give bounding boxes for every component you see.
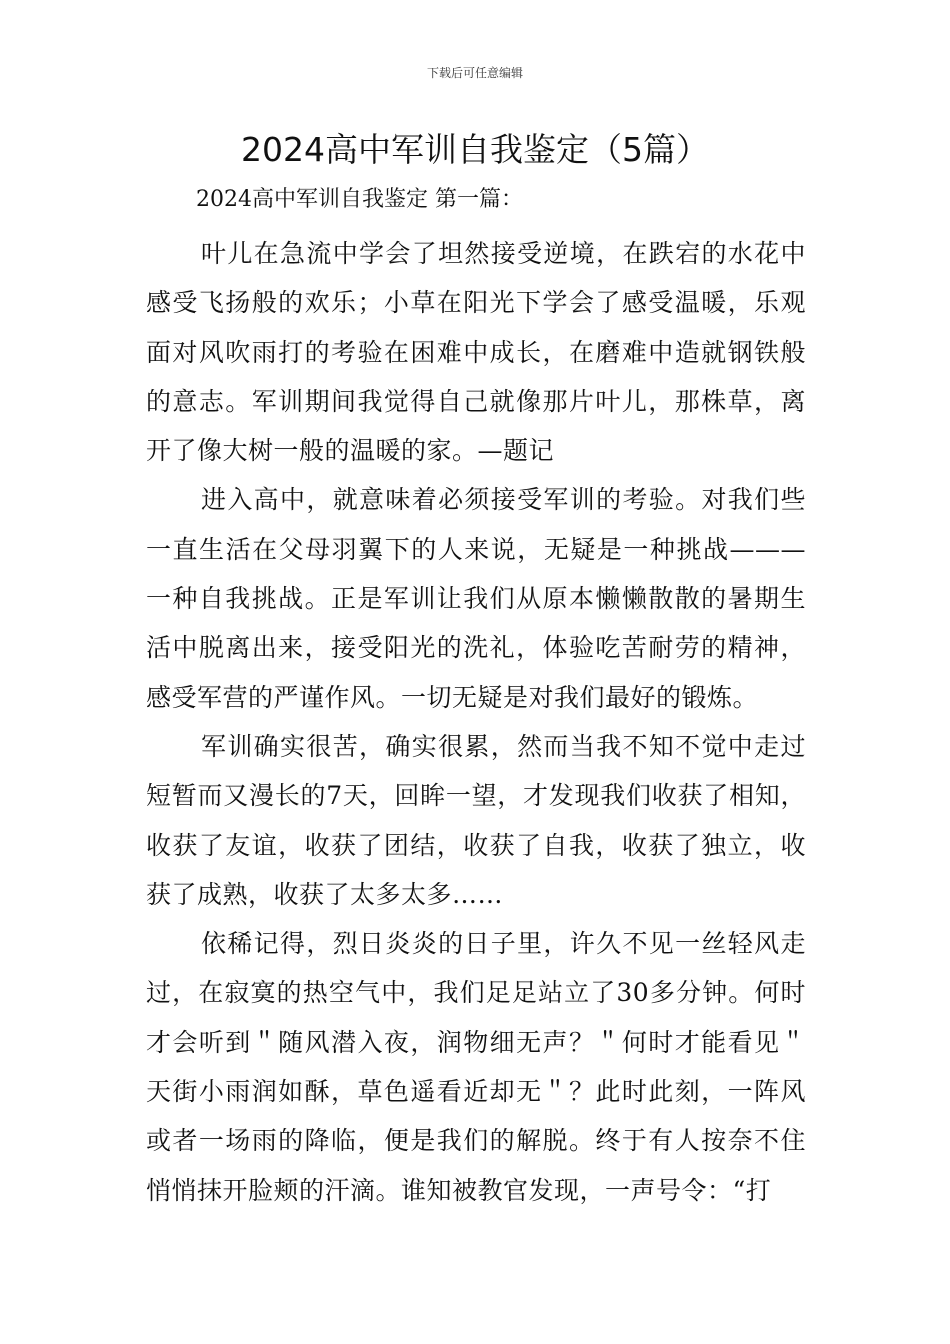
document-title: 2024高中军训自我鉴定（5篇） xyxy=(241,130,709,169)
paragraph-2: 进入高中，就意味着必须接受军训的考验。对我们些一直生活在父母羽翼下的人来说，无疑是一种挑战———一种自我挑战。正是军训让我们从原本懒懒散散的暑期生活中脱离出来，接受阳光的洗礼，体验吃苦耐劳的精神，感受军营的严谨作风。一切无疑是对我们最好的锻炼。 xyxy=(146,485,806,712)
paragraph-4: 依稀记得，烈日炎炎的日子里，许久不见一丝轻风走过，在寂寞的热空气中，我们足足站立了30多分钟。何时才会听到＂随风潜入夜，润物细无声？＂何时才能看见＂天街小雨润如酥，草色遥看近却无＂？此时此刻，一阵风或者一场雨的降临，便是我们的解脱。终于有人按奈不住悄悄抹开脸颊的汗滴。谁知被教官发现，一声号令：“打 xyxy=(146,929,806,1205)
paragraph-3: 军训确实很苦，确实很累，然而当我不知不觉中走过短暂而又漫长的7天，回眸一望，才发现我们收获了相知，收获了友谊，收获了团结，收获了自我，收获了独立，收获了成熟，收获了太多太多…… xyxy=(146,731,806,909)
section-heading: 2024高中军训自我鉴定 第一篇： xyxy=(196,187,523,212)
paragraph-1: 叶儿在急流中学会了坦然接受逆境，在跌宕的水花中感受飞扬般的欢乐；小草在阳光下学会了感受温暖，乐观面对风吹雨打的考验在困难中成长，在磨难中造就钢铁般的意志。军训期间我觉得自己就像那片叶儿，那株草，离开了像大树一般的温暖的家。—题记 xyxy=(146,239,806,466)
document-body xyxy=(146,180,806,1215)
header-note: 下载后可任意编辑 xyxy=(426,66,523,80)
